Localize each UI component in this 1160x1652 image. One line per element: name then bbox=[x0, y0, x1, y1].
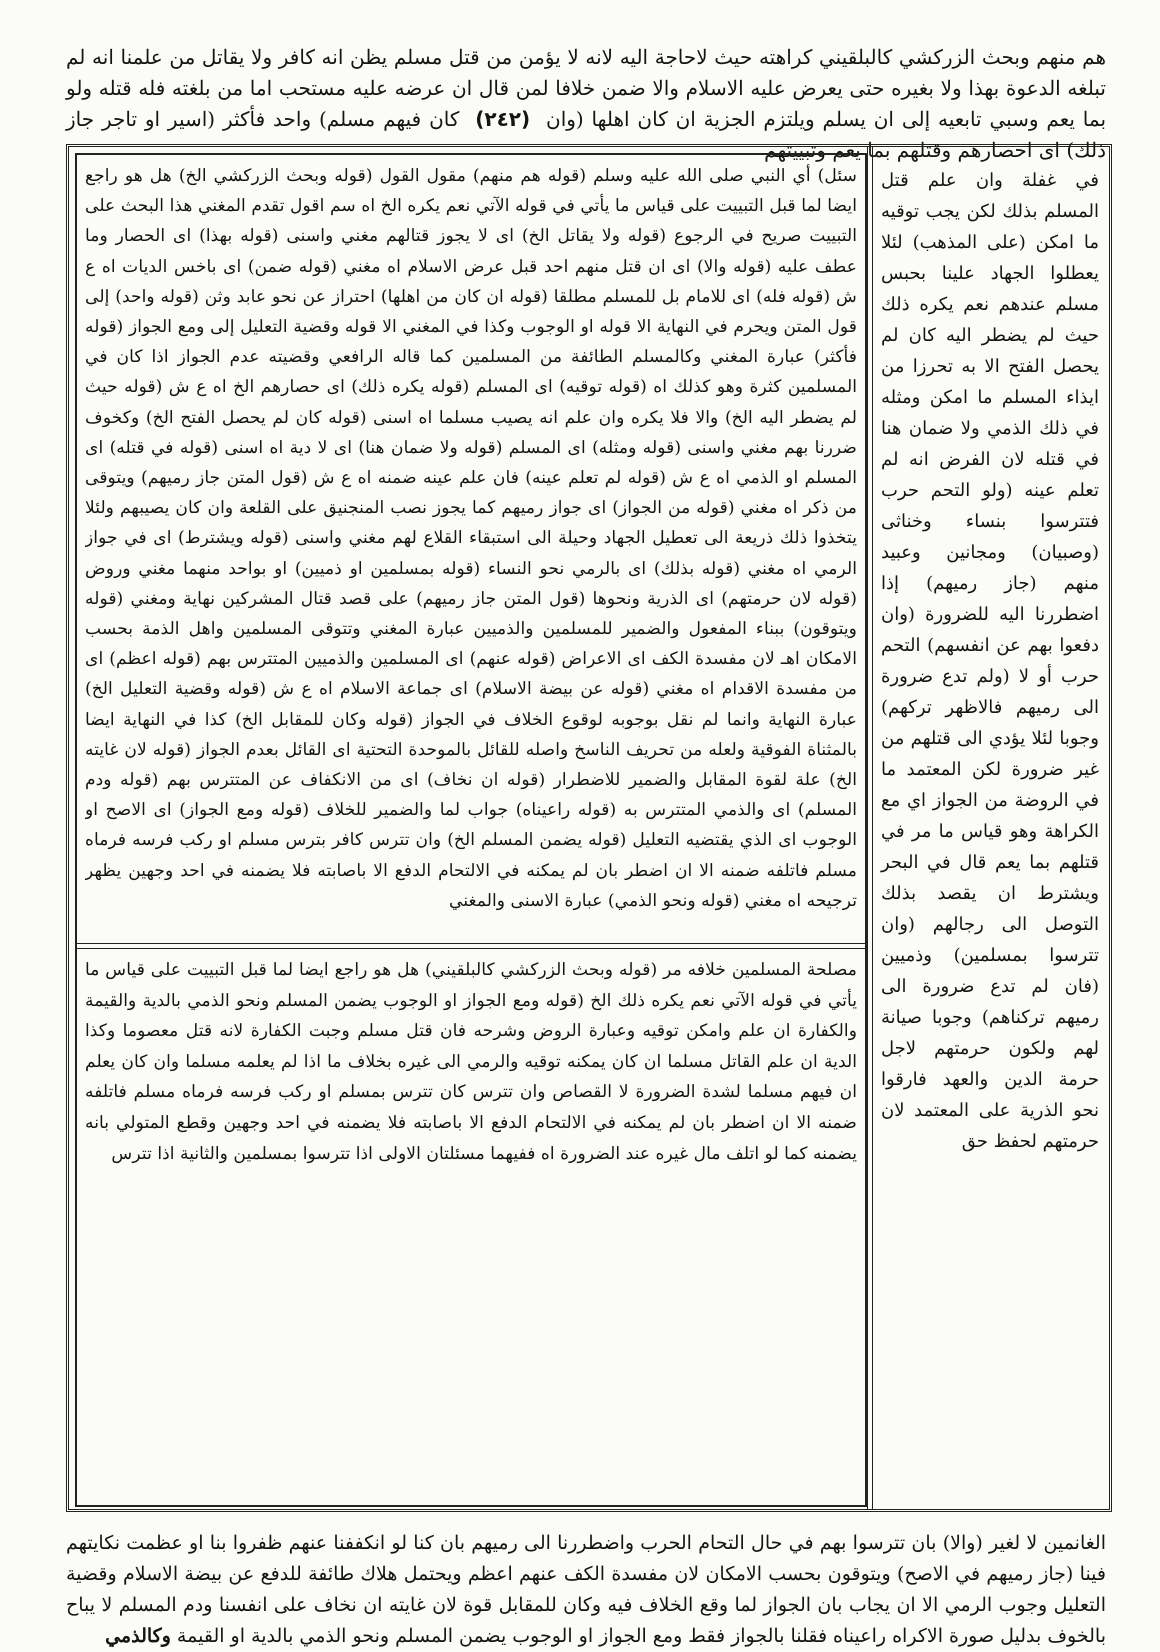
hashiya-upper-text: سئل) أي النبي صلى الله عليه وسلم (قوله هم منهم) مقول القول (قوله وبحث الزركشي الخ) هل هو راجع ايضا لما قبل التبييت على قياس ما يأتي في قوله الآتي نعم يكره الخ اه سم اقول تقدم المغني هذا البحث على التبييت صريح في الرجوع (قوله ولا يقاتل الخ) اى لا يجوز قتالهم مغني واسنى (قوله بهذا) اى الحصار وما عطف عليه (قوله والا) اى ان قتل منهم احد قبل عرض الاسلام اه مغني (قوله ضمن) اى باخس الديات اه ع ش (قوله فله) اى للامام بل للمسلم مطلقا (قوله ان كان من اهلها) احتراز عن نحو عابد وثن (قوله واحد) إلى قول المتن ويحرم في النهاية الا قوله او الوجوب وكذا في المغني الا قوله وقضية التعليل إلى ومع الجواز (قوله فأكثر) عبارة المغني وكالمسلم الطائفة من المسلمين كما قاله الرافعي وقضيته عدم الجواز اذا كان في المسلمين كثرة وهو كذلك اه (قوله توقيه) اى المسلم (قوله يكره ذلك) اى حصارهم الخ اه ع ش (قوله حيث لم يضطر اليه الخ) والا فلا يكره وان علم انه يصيب مسلما اه اسنى (قوله كان لم يحصل الفتح الخ) وكخوف ضررنا بهم مغني واسنى (قوله ومثله) اى المسلم (قوله ولا ضمان هنا) اى لا دية اه اسنى (قوله في قتله) اى المسلم او الذمي اه ع ش (قوله لم تعلم عينه) فان علم عينه ضمنه اه ع ش (قول المتن جاز رميهم) ويتوقى من ذكر اه مغني (قوله من الجواز) اى جواز رميهم كما يجوز نصب المنجنيق على القلعة وان كان يصيبهم ولئلا يتخذوا ذلك ذريعة الى تعطيل الجهاد وحيلة الى استبقاء القلاع لهم مغني واسنى (قوله ويشترط) اى في جواز الرمي اه مغني (قوله بذلك) اى بالرمي نحو النساء (قوله بمسلمين او ذميين) او بواحد منهما مغني وروض (قوله لان حرمتهم) اى الذرية ونحوها (قول المتن جاز رميهم) على قصد قتال المشركين نهاية ومغني (قوله ويتوقون) ببناء المفعول والضمير للمسلمين والذميين عبارة المغني وتتوقى المسلمين واهل الذمة بحسب الامكان اهـ لان مفسدة الكف اى الاعراض (قوله عنهم) اى المسلمين والذميين المتترس بهم (قوله اعظم) اى من مفسدة الاقدام اه مغني (قوله عن بيضة الاسلام) اى جماعة الاسلام اه ع ش (قوله وقضية التعليل الخ) عبارة النهاية وانما لم نقل بوجوبه لوقوع الخلاف في الجواز (قوله وكان للمقابل الخ) كذا في النهاية ايضا بالمثناة الفوقية ولعله من تحريف الناسخ واصله للقائل بالموحدة التحتية اى القائل بعدم الجواز (قوله لان غايته الخ) علة لقوة المقابل والضمير للاضطرار (قوله ان نخاف) اى من الانكفاف عن المتترس بهم (قوله ودم المسلم) اى والذمي المتترس به (قوله راعيناه) جواب لما والضمير للخلاف (قوله ومع الجواز) اى الاصح او الوجوب اى الذي يقتضيه التعليل (قوله يضمن المسلم الخ) وان تترس كافر بترس مسلم او ركب فرسه فرماه مسلم فاتلفه ضمنه الا ان اضطر بان لم يمكنه في الالتحام الدفع الا باصابته فلا يضمنه في احد وجهين يظهر ترجيحه اه مغني (قوله ونحو الذمي) عبارة الاسنى والمغني bbox=[85, 166, 857, 911]
main-text-bottom bbox=[66, 1528, 1106, 1652]
main-text-top-continuation: كان فيهم مسلم) واحد فأكثر (اسير او تاجر جاز ذلك) اى احصارهم وقتلهم بما يعم وتبييتهم bbox=[66, 107, 1106, 162]
page-frame bbox=[66, 144, 1112, 1512]
commentary-box bbox=[75, 153, 867, 1507]
main-text-top-line: هم منهم وبحث الزركشي كالبلقيني كراهته حيث لاحاجة اليه لانه لا يؤمن من قتل مسلم يظن انه كافر ولا يقاتل من علمنا انه لم تبلغه الدعوة بهذا ولا بغيره حتى يعرض عليه الاسلام والا ضمن خلافا لمن قال ان عرضه عليه مستحب اما من بلغته فله قتله ولو بما يعم وسبي تابعيه إلى ان يسلم ويلتزم الجزية ان كان اهلها (وان bbox=[66, 45, 1107, 131]
column-divider bbox=[867, 147, 873, 1509]
side-matn-column bbox=[877, 147, 1103, 1509]
hashiya-lower-text: مصلحة المسلمين خلافه مر (قوله وبحث الزركشي كالبلقيني) هل هو راجع ايضا لما قبل التبييت على قياس ما يأتي في قوله الآتي نعم يكره ذلك الخ (قوله ومع الجواز او الوجوب يضمن المسلم ونحو الذمي بالدية والقيمة والكفارة ان علم وامكن توقيه وعبارة الروض وشرحه فان قتل مسلم وجبت الكفارة لانه قتل معصوما وكذا الدية ان علم القاتل مسلما ان كان يمكنه توقيه والرمي الى غيره بخلاف ما اذا لم يعلمه مسلما وان كان يعلم ان فيهم مسلما لشدة الضرورة لا القصاص وان تترس كان تترس بمسلم او ركب فرسه فرماه مسلم فاتلفه ضمنه الا ان اضطر بان لم يمكنه في الالتحام الدفع الا باصابته فلا يضمنه في احد وجهين وقطع المتولي بانه يضمنه كما لو اتلف مال غيره عند الضرورة اه ففيهما مسئلتان الاولى اذا تترسوا بمسلمين والثانية اذا تترس bbox=[85, 960, 857, 1164]
side-matn-text: في غفلة وان علم قتل المسلم بذلك لكن يجب توقيه ما امكن (على المذهب) لئلا يعطلوا الجهاد علينا بحبس مسلم عندهم نعم يكره ذلك حيث لم يضطر اليه كان لم يحصل الفتح الا به تحرزا من ايذاء المسلم ما امكن ومثله في ذلك الذمي ولا ضمان هنا في قتله لان الفرض انه لم تعلم عينه (ولو التحم حرب فتترسوا بنساء وخناثى (وصبيان) ومجانين وعبيد منهم (جاز رميهم) إذا اضطررنا اليه للضرورة (وان دفعوا بهم عن انفسهم) التحم حرب أو لا (ولم تدع ضرورة الى رميهم فالاظهر تركهم) وجوبا لئلا يؤدي الى قتلهم من غير ضرورة لكن المعتمد ما في الروضة من الجواز اي مع الكراهة وهو قياس ما مر في قتلهم بما يعم قال في البحر ويشترط ان يقصد بذلك التوصل الى رجالهم (وان تترسوا بمسلمين) وذميين (فان لم تدع ضرورة الى رميهم تركناهم) وجوبا صيانة لهم ولكون حرمتهم لاجل حرمة الدين والعهد فارقوا نحو الذرية على المعتمد لان حرمتهم لحفظ حق bbox=[881, 170, 1099, 1152]
main-text-bottom-line: الغانمين لا لغير (والا) بان تترسوا بهم في حال التحام الحرب واضطررنا الى رميهم بان كنا لو انكففنا عنهم ظفروا بنا او عظمت نكايتهم فينا (جاز رميهم في الاصح) ويتوقون بحسب الامكان لان مفسدة الكف عنهم اعظم ويحتمل هلاك طائفة للدفع عن بيضة الاسلام وقضية التعليل وجوب الرمي الا ان يجاب بان الجواز لما وقع الخلاف فيه وكان للمقابل قوة لان غايته ان نخاف على انفسنا ودم المسلم لا يباح بالخوف بدليل صورة الاكراه راعيناه فقلنا بالجواز فقط ومع الجواز او الوجوب يضمن المسلم ونحو الذمي بالدية او القيمة bbox=[66, 1532, 1106, 1647]
hashiya-divider bbox=[77, 943, 865, 949]
page-number: (٢٤٢) bbox=[475, 107, 531, 131]
hashiya-lower bbox=[85, 955, 857, 1495]
hashiya-upper bbox=[85, 161, 857, 933]
main-text-bottom-note: وكالذمي bbox=[105, 1625, 171, 1647]
